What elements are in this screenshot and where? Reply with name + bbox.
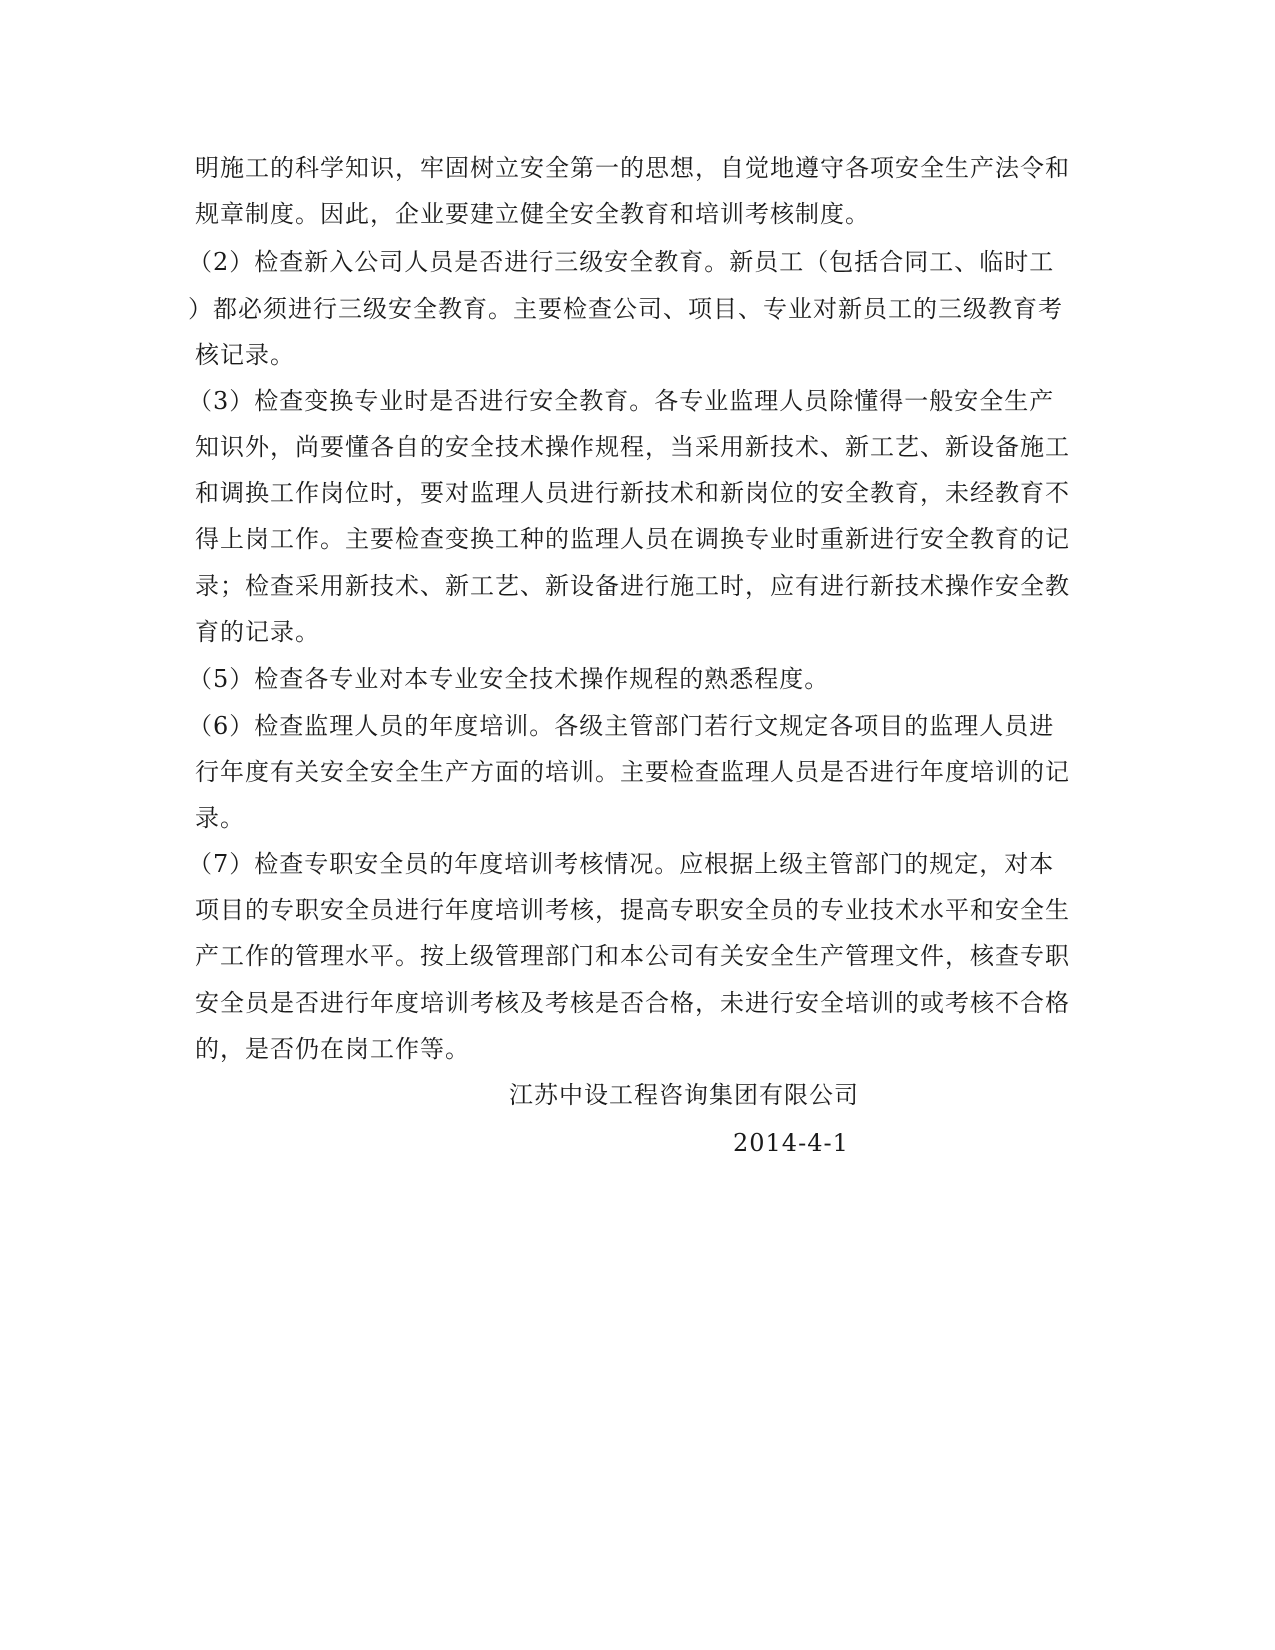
body-text-line: 核记录。 bbox=[195, 341, 295, 369]
body-text-line: 安全员是否进行年度培训考核及考核是否合格，未进行安全培训的或考核不合格 bbox=[195, 989, 1070, 1017]
body-text-line: 行年度有关安全安全生产方面的培训。主要检查监理人员是否进行年度培训的记 bbox=[195, 758, 1070, 786]
company-signature: 江苏中设工程咨询集团有限公司 bbox=[509, 1081, 859, 1109]
body-text-line: 产工作的管理水平。按上级管理部门和本公司有关安全生产管理文件，核查专职 bbox=[195, 942, 1070, 970]
body-text-line: ）都必须进行三级安全教育。主要检查公司、项目、专业对新员工的三级教育考 bbox=[188, 295, 1063, 323]
body-text-line: 录。 bbox=[195, 804, 245, 832]
document-date: 2014-4-1 bbox=[733, 1129, 849, 1157]
body-text-line: 和调换工作岗位时，要对监理人员进行新技术和新岗位的安全教育，未经教育不 bbox=[195, 479, 1070, 507]
body-text-line: 明施工的科学知识，牢固树立安全第一的思想，自觉地遵守各项安全生产法令和 bbox=[195, 154, 1070, 182]
body-text-line: （6）检查监理人员的年度培训。各级主管部门若行文规定各项目的监理人员进 bbox=[188, 712, 1055, 740]
body-text-line: （2）检查新入公司人员是否进行三级安全教育。新员工（包括合同工、临时工 bbox=[188, 248, 1055, 276]
body-text-line: 得上岗工作。主要检查变换工种的监理人员在调换专业时重新进行安全教育的记 bbox=[195, 525, 1070, 553]
body-text-line: 知识外，尚要懂各自的安全技术操作规程，当采用新技术、新工艺、新设备施工 bbox=[195, 433, 1070, 461]
body-text-line: （3）检查变换专业时是否进行安全教育。各专业监理人员除懂得一般安全生产 bbox=[188, 387, 1055, 415]
body-text-line: （5）检查各专业对本专业安全技术操作规程的熟悉程度。 bbox=[188, 665, 830, 693]
body-text-line: 规章制度。因此，企业要建立健全安全教育和培训考核制度。 bbox=[195, 200, 870, 228]
body-text-line: 项目的专职安全员进行年度培训考核，提高专职安全员的专业技术水平和安全生 bbox=[195, 896, 1070, 924]
body-text-line: （7）检查专职安全员的年度培训考核情况。应根据上级主管部门的规定，对本 bbox=[188, 850, 1055, 878]
body-text-line: 的，是否仍在岗工作等。 bbox=[195, 1035, 470, 1063]
body-text-line: 育的记录。 bbox=[195, 618, 320, 646]
body-text-line: 录；检查采用新技术、新工艺、新设备进行施工时，应有进行新技术操作安全教 bbox=[195, 572, 1070, 600]
